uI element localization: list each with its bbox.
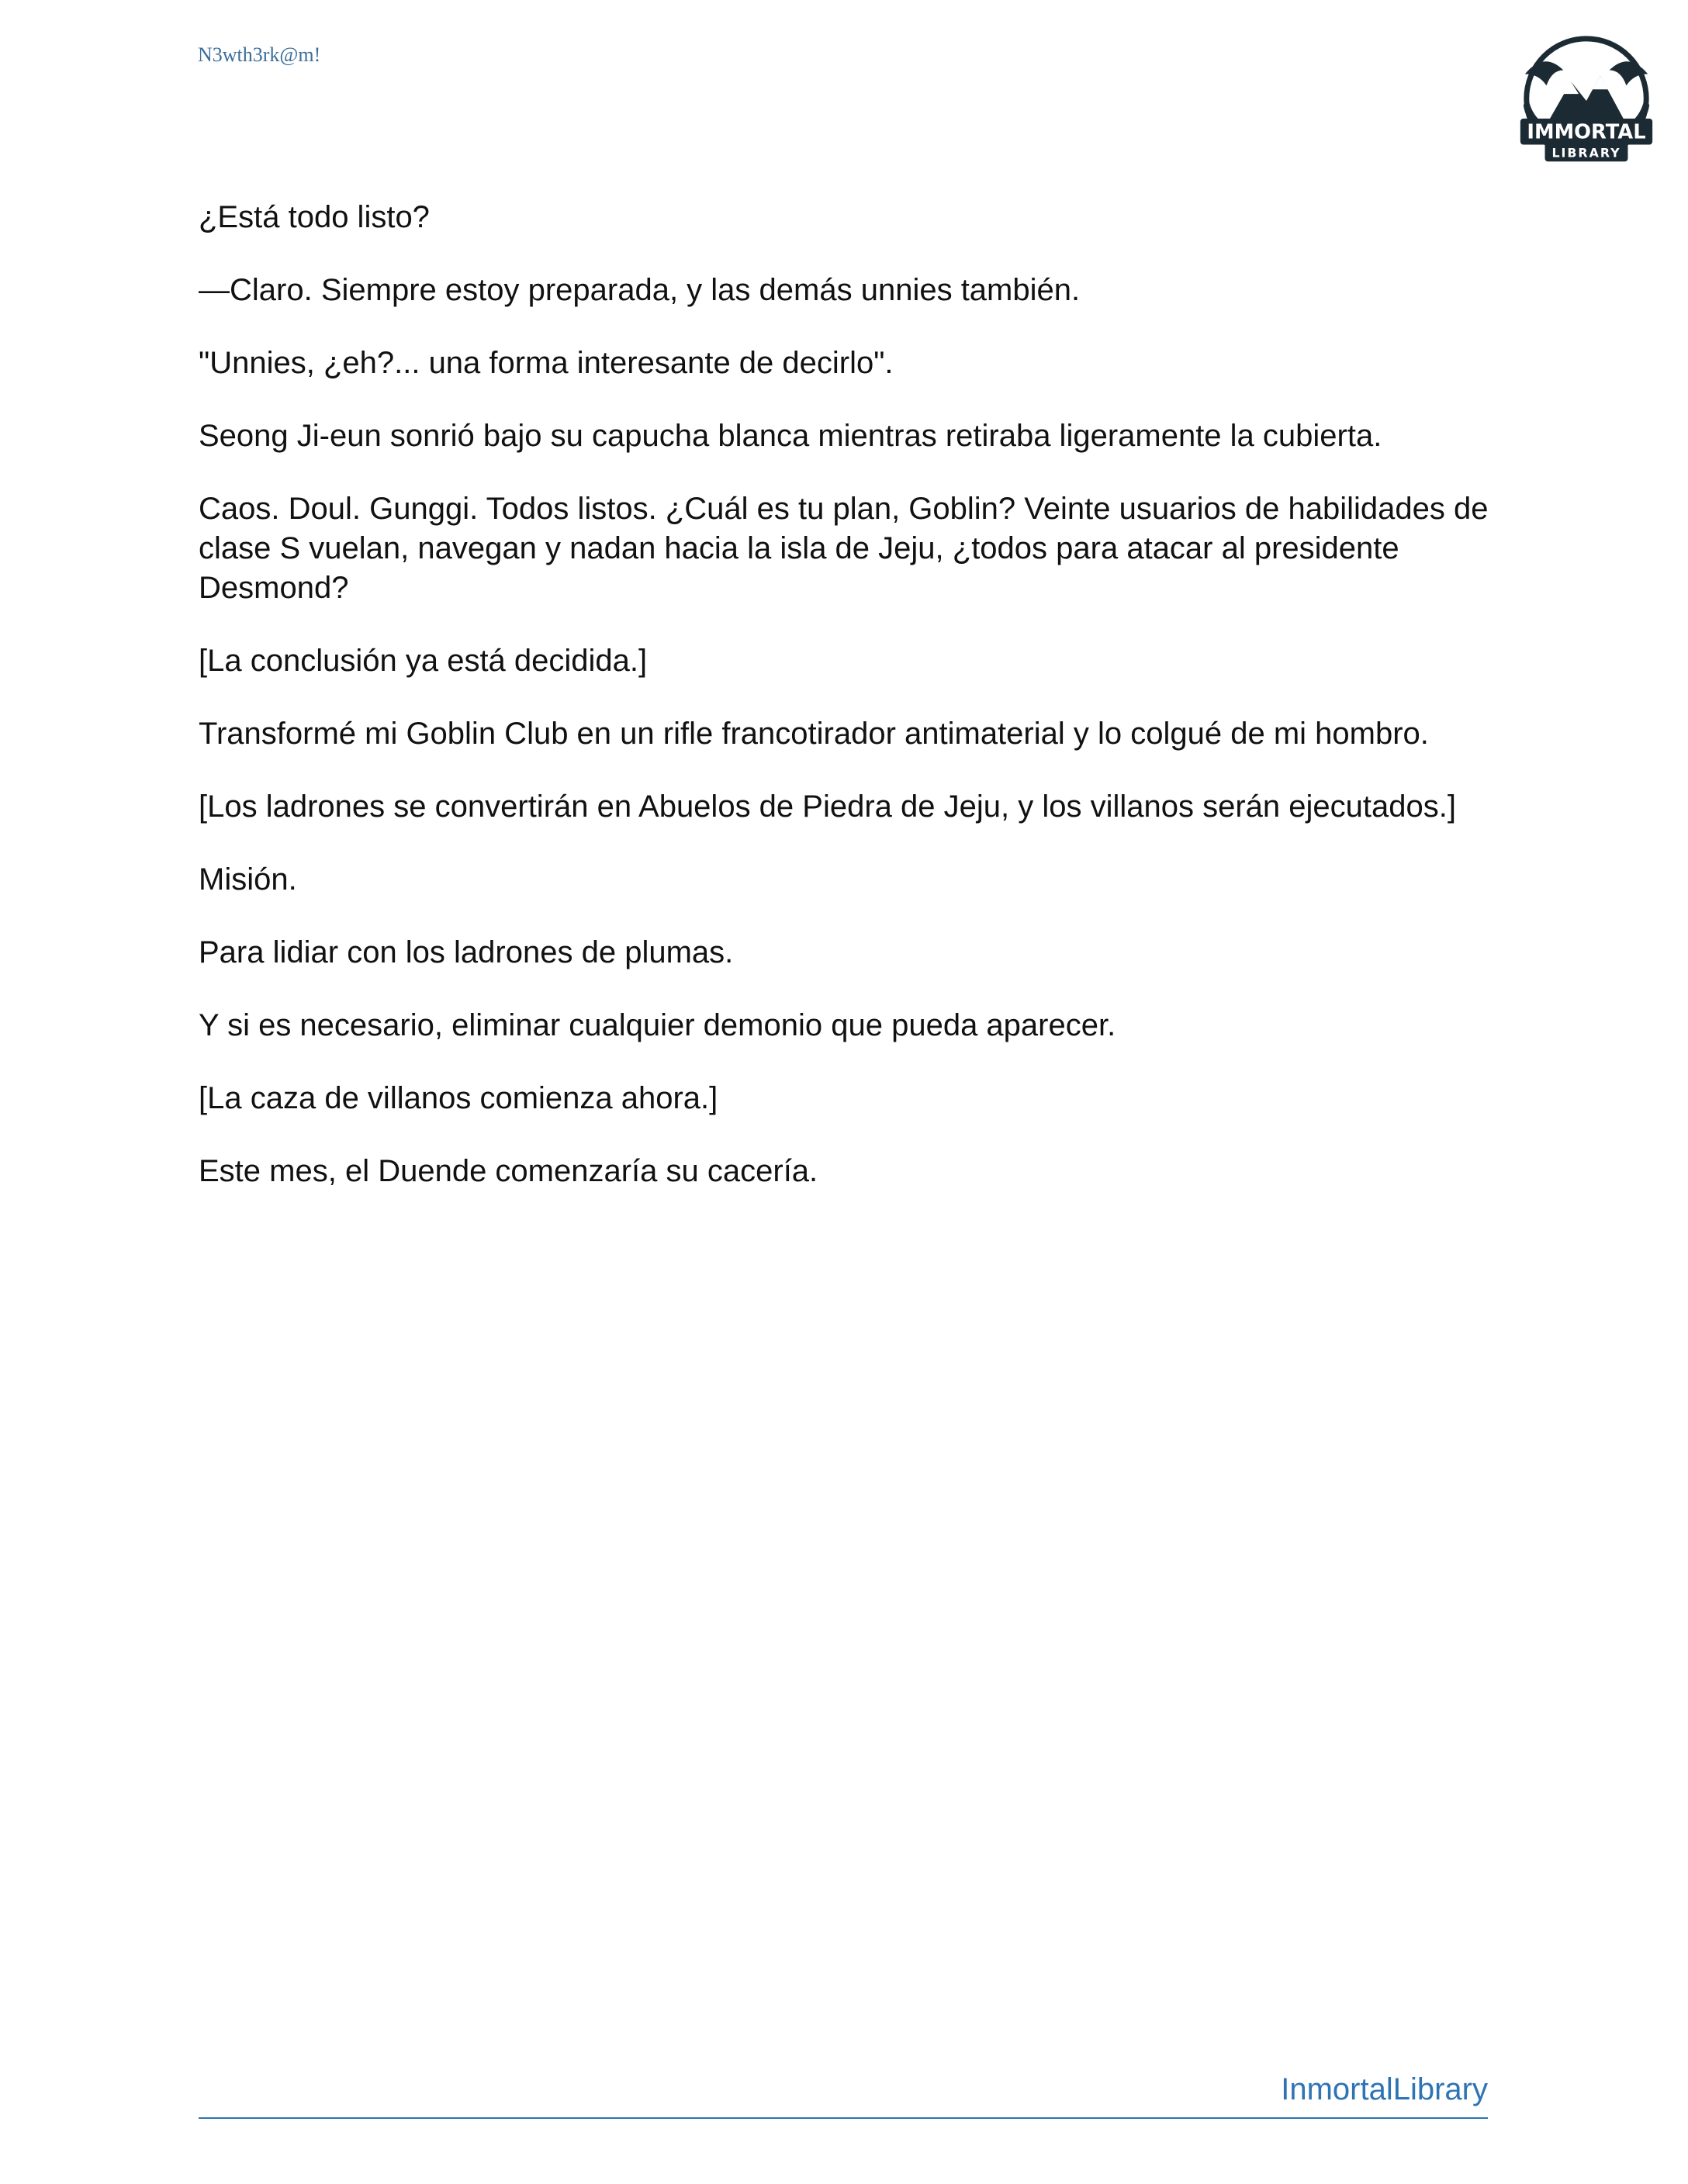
logo-line1: IMMORTAL xyxy=(1527,120,1646,144)
document-body xyxy=(199,198,1502,1225)
paragraph: Caos. Doul. Gunggi. Todos listos. ¿Cuál es tu plan, Goblin? Veinte usuarios de habilidades de clase S vuelan, navegan y nadan hacia la isla de Jeju, ¿todos para atacar al presidente Desmond? xyxy=(199,492,1489,605)
paragraph: —Claro. Siempre estoy preparada, y las demás unnies también. xyxy=(199,273,1081,307)
paragraph: [La caza de villanos comienza ahora.] xyxy=(199,1081,718,1115)
paragraph: Este mes, el Duende comenzaría su cacería. xyxy=(199,1154,818,1188)
logo-line2: LIBRARY xyxy=(1551,145,1621,161)
header-watermark: N3wth3rk@m! xyxy=(198,43,321,66)
logo-emblem-icon xyxy=(1510,28,1663,181)
immortal-library-logo xyxy=(1510,28,1663,181)
paragraph: Misión. xyxy=(199,862,297,897)
paragraph: Transformé mi Goblin Club en un rifle francotirador antimaterial y lo colgué de mi hombro. xyxy=(199,717,1429,751)
paragraph: [Los ladrones se convertirán en Abuelos de Piedra de Jeju, y los villanos serán ejecutados.] xyxy=(199,790,1456,824)
paragraph: "Unnies, ¿eh?... una forma interesante de decirlo". xyxy=(199,346,894,380)
paragraph: ¿Está todo listo? xyxy=(199,200,430,234)
footer-divider xyxy=(199,2117,1488,2119)
paragraph: Y si es necesario, eliminar cualquier demonio que pueda aparecer. xyxy=(199,1008,1116,1042)
footer-site-link[interactable]: InmortalLibrary xyxy=(1281,2072,1488,2106)
paragraph: Seong Ji-eun sonrió bajo su capucha blanca mientras retiraba ligeramente la cubierta. xyxy=(199,419,1382,453)
paragraph: [La conclusión ya está decidida.] xyxy=(199,644,648,678)
paragraph: Para lidiar con los ladrones de plumas. xyxy=(199,935,734,969)
